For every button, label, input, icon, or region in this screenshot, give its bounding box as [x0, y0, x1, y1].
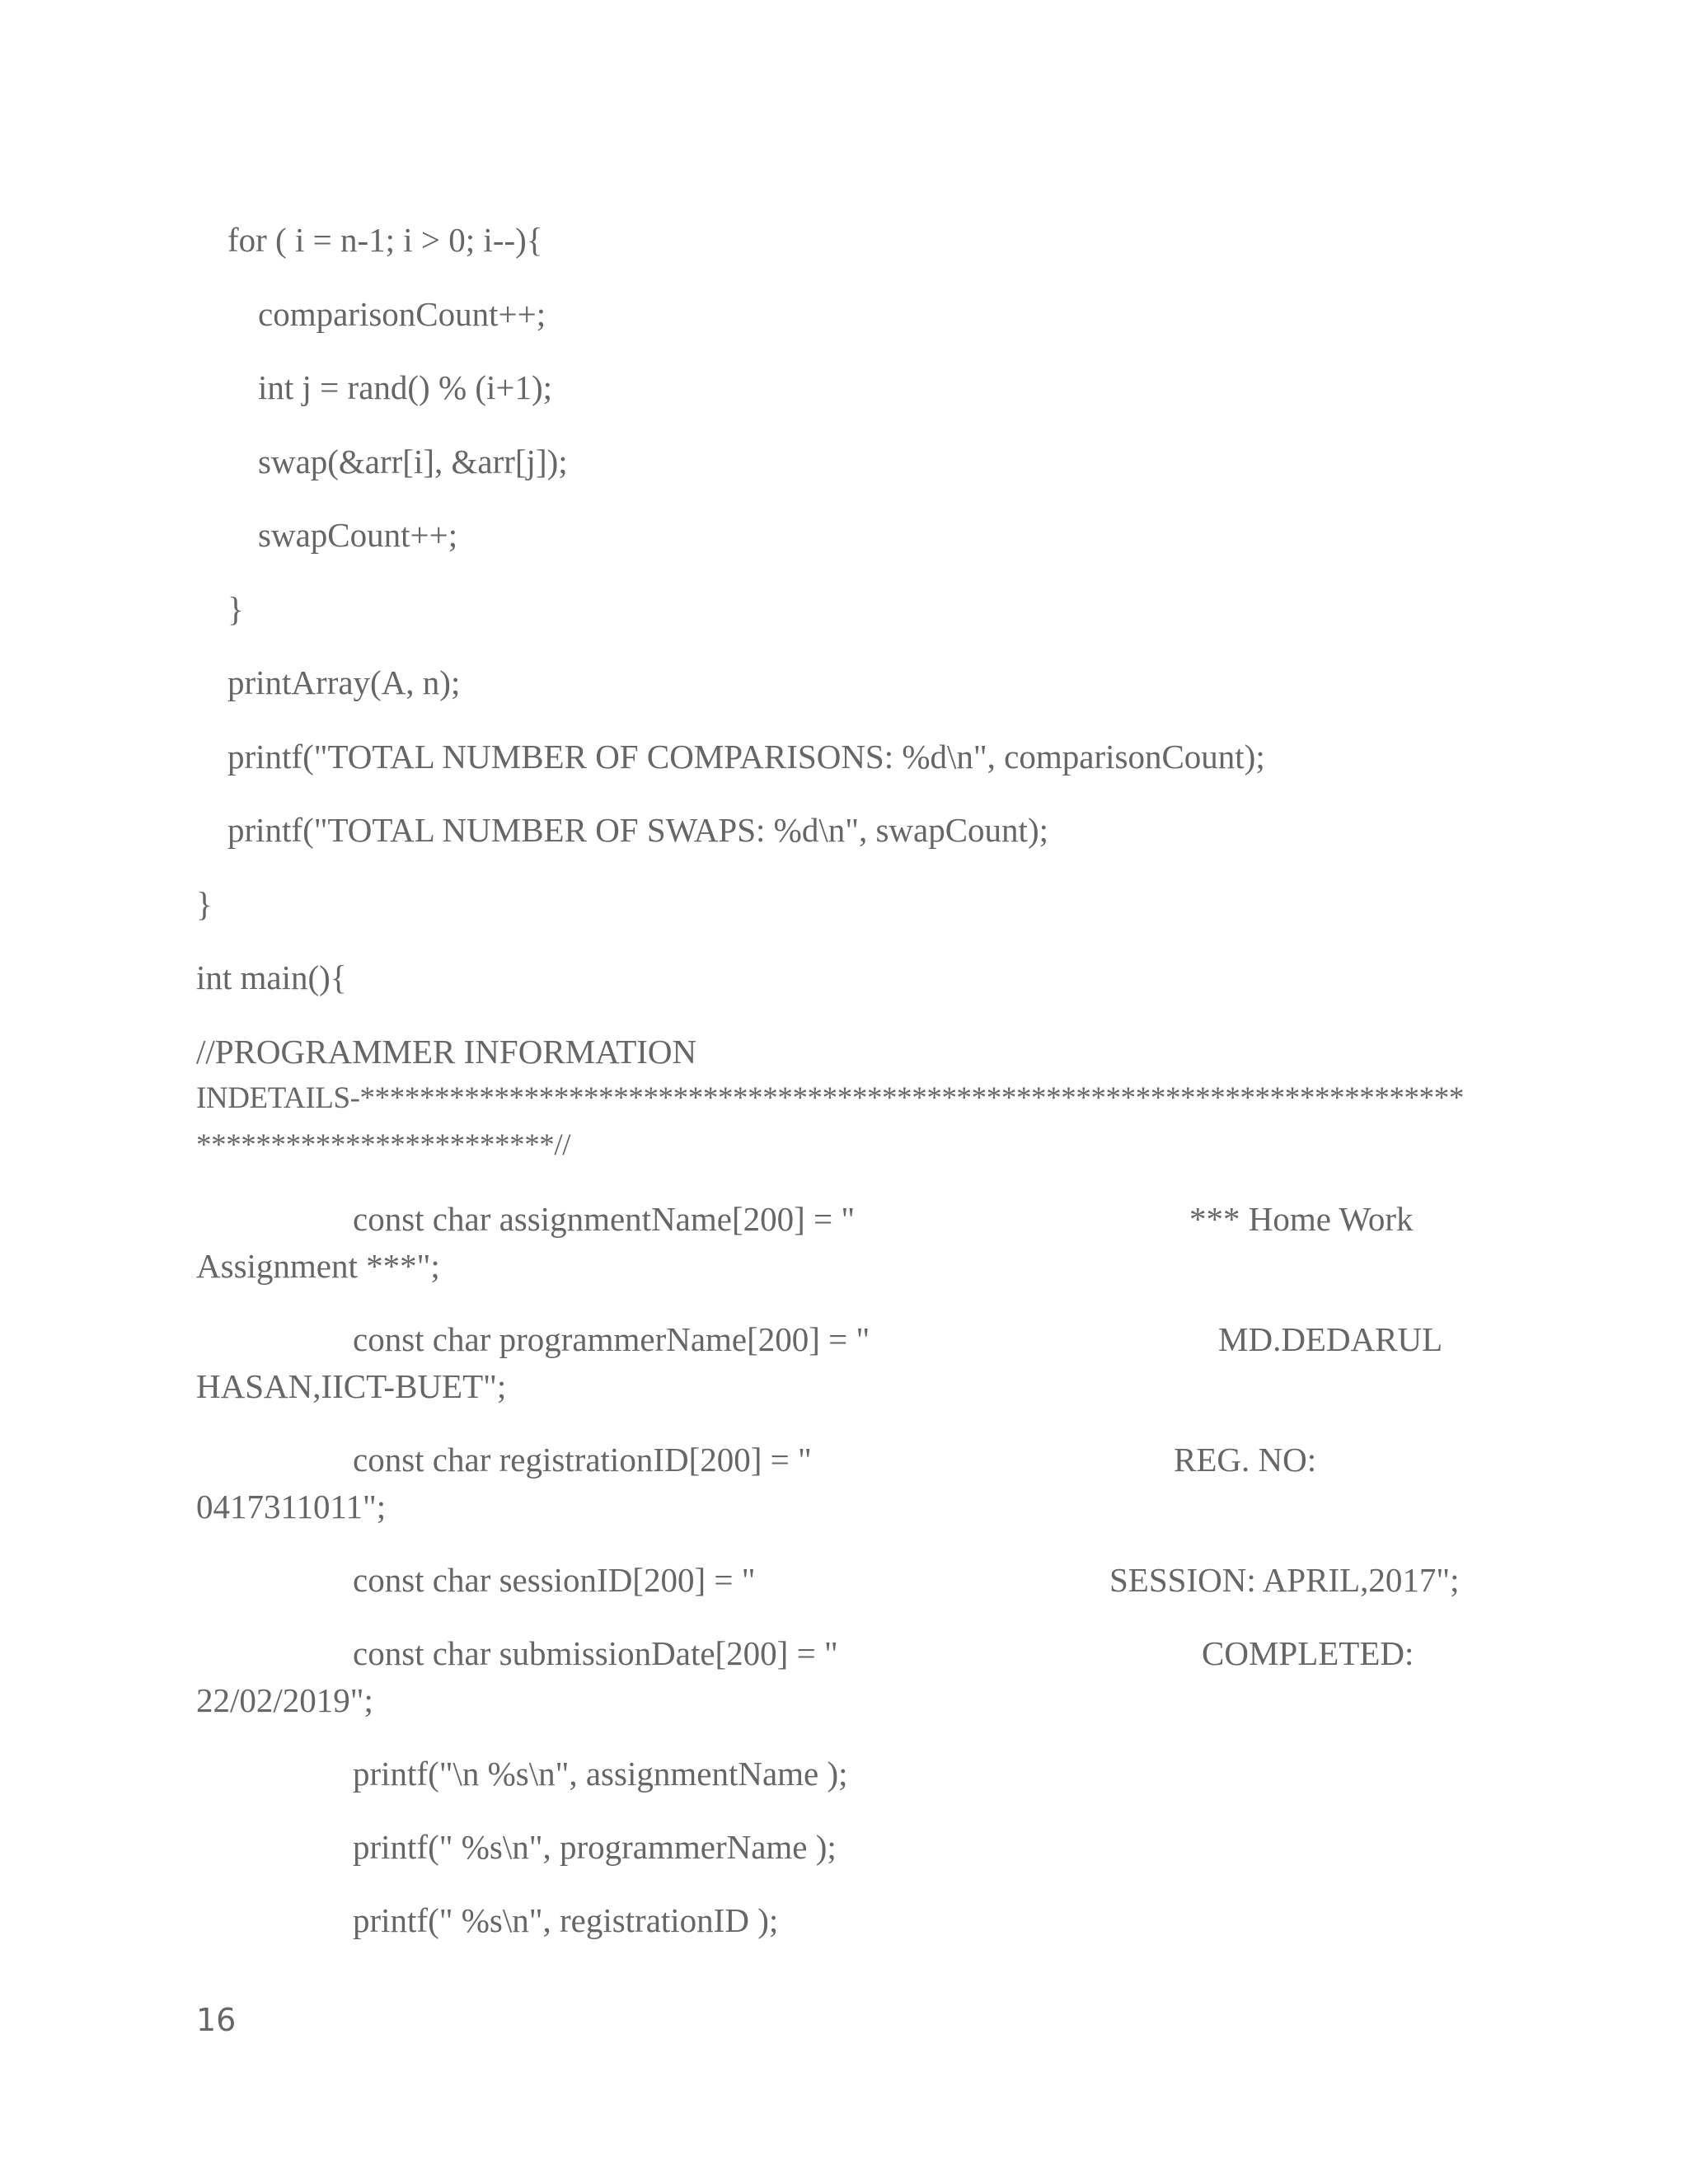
code-line: }: [227, 590, 244, 628]
code-line: 0417311011";: [196, 1488, 387, 1526]
code-line: const char sessionID[200] = ": [353, 1561, 756, 1599]
code-line: 22/02/2019";: [196, 1681, 373, 1719]
code-line: comparisonCount++;: [258, 295, 546, 333]
code-line: printf(" %s\n", registrationID );: [353, 1901, 779, 1939]
code-line: const char registrationID[200] = ": [353, 1441, 812, 1479]
code-line: }: [196, 885, 213, 923]
code-line-value: MD.DEDARUL: [1218, 1320, 1443, 1358]
code-line: int j = rand() % (i+1);: [258, 368, 553, 406]
code-line: HASAN,IICT-BUET";: [196, 1367, 507, 1405]
code-line: printf("TOTAL NUMBER OF COMPARISONS: %d\n", comparisonCount);: [227, 738, 1265, 776]
code-line: const char assignmentName[200] = ": [353, 1200, 856, 1238]
code-line: swap(&arr[i], &arr[j]);: [258, 443, 568, 480]
code-line-value: REG. NO:: [1174, 1441, 1317, 1479]
code-line-value: SESSION: APRIL,2017";: [1109, 1561, 1460, 1599]
code-line: Assignment ***";: [196, 1247, 440, 1285]
code-line: const char programmerName[200] = ": [353, 1320, 870, 1358]
code-line: INDETAILS-**************************************************************************: [196, 1081, 1464, 1115]
code-line-value: *** Home Work: [1189, 1200, 1414, 1238]
code-line: int main(){: [196, 958, 347, 996]
code-line: for ( i = n-1; i > 0; i--){: [227, 221, 543, 259]
code-line: printArray(A, n);: [227, 663, 461, 701]
code-line: const char submissionDate[200] = ": [353, 1634, 838, 1672]
code-line: swapCount++;: [258, 516, 458, 554]
page-number: 16: [196, 2002, 237, 2038]
code-line: //PROGRAMMER INFORMATION: [196, 1033, 697, 1071]
code-line: printf("\n %s\n", assignmentName );: [353, 1755, 848, 1793]
code-line-value: COMPLETED:: [1202, 1634, 1414, 1672]
code-line: ************************//: [196, 1128, 571, 1162]
code-line: printf("TOTAL NUMBER OF SWAPS: %d\n", swapCount);: [227, 811, 1048, 849]
code-line: printf(" %s\n", programmerName );: [353, 1828, 837, 1866]
